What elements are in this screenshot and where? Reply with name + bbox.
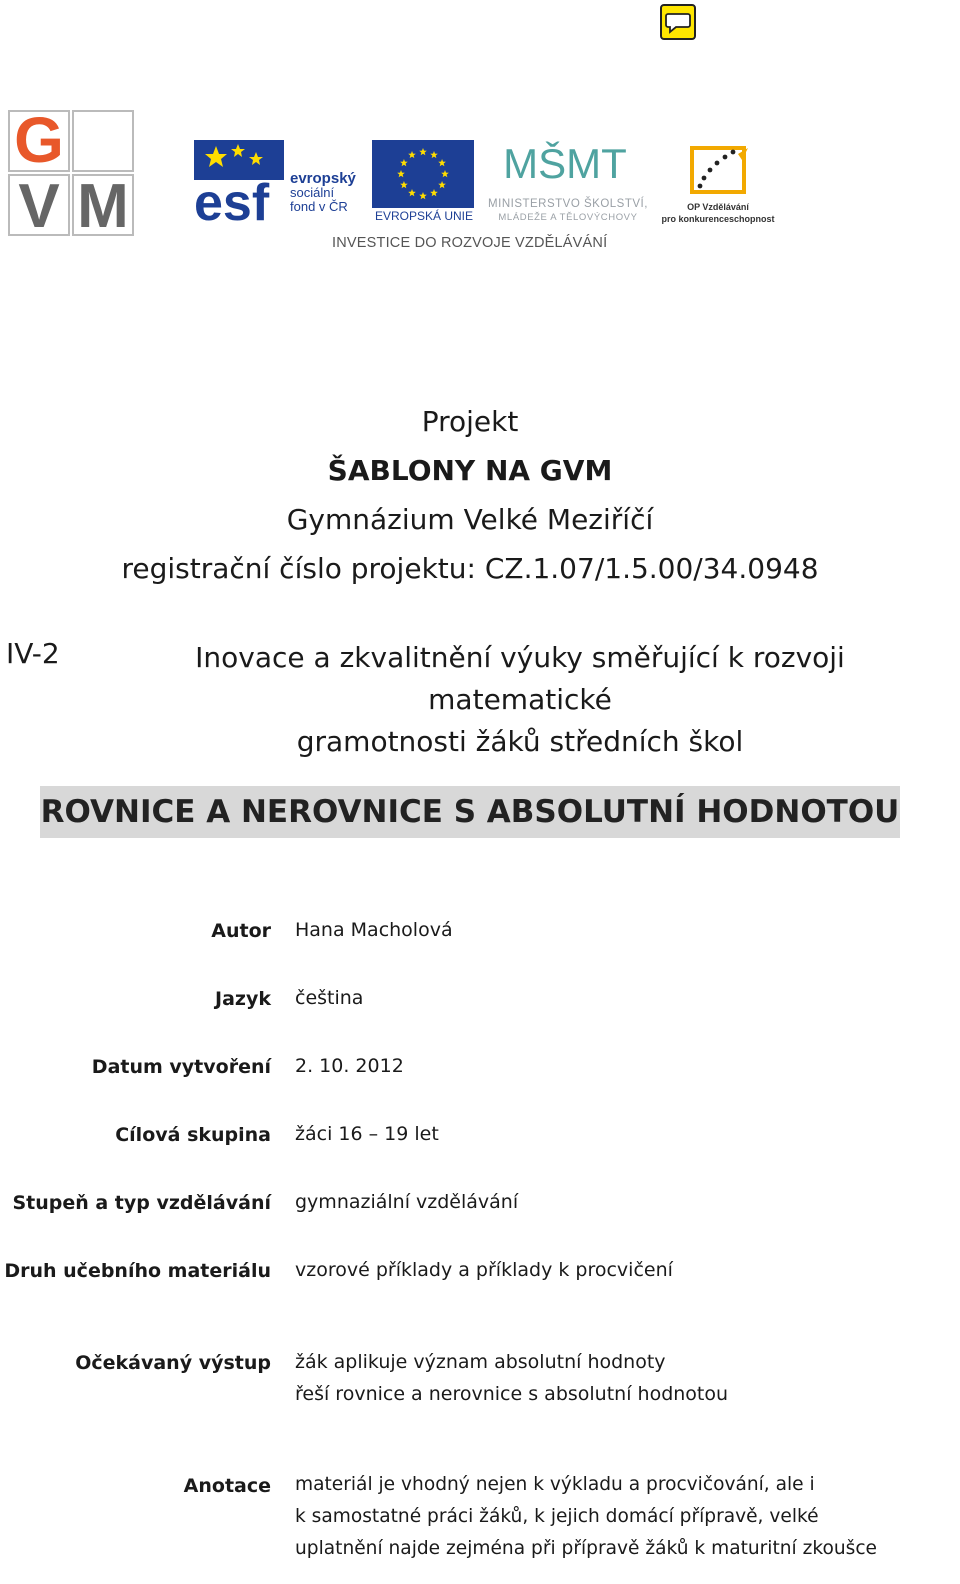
gvm-logo	[8, 104, 136, 241]
svg-text:MŠMT: MŠMT	[503, 140, 627, 187]
registration-number: registrační číslo projektu: CZ.1.07/1.5.00/34.0948	[121, 552, 819, 585]
meta-label-jazyk: Jazyk	[215, 988, 271, 1010]
vystup-line-2: řeší rovnice a nerovnice s absolutní hodnotou	[295, 1383, 729, 1405]
meta-value-datum: 2. 10. 2012	[295, 1055, 404, 1077]
op-line2: pro konkurenceschopnost	[661, 214, 775, 224]
area-code: IV-2	[6, 637, 60, 670]
eu-star	[430, 151, 438, 158]
op-mark-icon	[686, 140, 750, 200]
meta-label-autor: Autor	[211, 920, 271, 942]
eu-caption: EVROPSKÁ UNIE	[374, 209, 474, 223]
vystup-line-1: žák aplikuje význam absolutní hodnoty	[295, 1351, 666, 1373]
msmt-mark-icon	[503, 134, 627, 196]
eu-star	[400, 181, 408, 188]
esf-line1: evropský	[290, 170, 356, 187]
speech-bubble-icon[interactable]	[660, 4, 696, 40]
project-name: ŠABLONY NA GVM	[327, 454, 613, 487]
meta-label-druh: Druh učebního materiálu	[4, 1260, 271, 1282]
meta-label-vystup: Očekávaný výstup	[75, 1352, 271, 1374]
eu-star	[438, 159, 446, 166]
innovation-description	[100, 637, 940, 763]
msmt-line1: MINISTERSTVO ŠKOLSTVÍ,	[488, 198, 648, 210]
meta-value-stupen: gymnaziální vzdělávání	[295, 1191, 519, 1213]
innovation-line-1: Inovace a zkvalitnění výuky směřující k rozvoji matematické	[195, 641, 845, 716]
op-line1: OP Vzdělávání	[687, 202, 749, 212]
gvm-logo-v: V	[18, 172, 60, 241]
eu-flag-icon	[372, 140, 474, 208]
meta-value-anotace	[295, 1469, 877, 1565]
eu-star	[400, 159, 408, 166]
meta-label-stupen: Stupeň a typ vzdělávání	[12, 1192, 271, 1214]
school-name: Gymnázium Velké Meziříčí	[286, 503, 654, 536]
eu-star	[438, 181, 446, 188]
gvm-logo-g: G	[14, 104, 64, 176]
eu-star	[408, 151, 416, 158]
msmt-logo	[480, 134, 656, 226]
meta-value-vystup	[295, 1346, 728, 1410]
esf-mark-icon	[194, 140, 284, 232]
anotace-line-2: k samostatné práci žáků, k jejich domácí přípravě, velké	[295, 1506, 819, 1527]
esf-line3: fond v ČR	[290, 199, 348, 214]
eu-star	[419, 192, 427, 199]
investice-tagline: INVESTICE DO ROZVOJE VZDĚLÁVÁNÍ	[332, 235, 608, 251]
gvm-logo-m: M	[77, 172, 129, 241]
eu-logo	[372, 140, 476, 224]
esf-line2: sociální	[290, 185, 335, 200]
innovation-line-2: gramotnosti žáků středních škol	[296, 725, 744, 758]
eu-star	[441, 170, 449, 177]
meta-label-skupina: Cílová skupina	[115, 1124, 271, 1146]
esf-logo	[194, 140, 366, 232]
meta-value-jazyk: čeština	[295, 987, 364, 1009]
meta-value-skupina: žáci 16 – 19 let	[295, 1123, 439, 1145]
anotace-line-1: materiál je vhodný nejen k výkladu a procvičování, ale i	[295, 1474, 815, 1495]
eu-star	[408, 189, 416, 196]
meta-value-druh: vzorové příklady a příklady k procvičení	[295, 1259, 673, 1281]
eu-star	[430, 189, 438, 196]
eu-star	[419, 148, 427, 155]
op-vzdelavani-logo	[660, 140, 776, 226]
document-title: ROVNICE A NEROVNICE S ABSOLUTNÍ HODNOTOU	[40, 786, 900, 838]
msmt-line2: MLÁDEŽE A TĚLOVÝCHOVY	[498, 212, 638, 223]
meta-label-anotace: Anotace	[183, 1475, 271, 1497]
meta-label-datum: Datum vytvoření	[91, 1056, 271, 1078]
svg-text:esf: esf	[194, 174, 270, 232]
anotace-line-3: uplatnění najde zejména při přípravě žáků k maturitní zkoušce	[295, 1538, 877, 1559]
eu-star	[397, 170, 405, 177]
project-label: Projekt	[421, 405, 519, 438]
meta-value-autor: Hana Macholová	[295, 919, 453, 941]
